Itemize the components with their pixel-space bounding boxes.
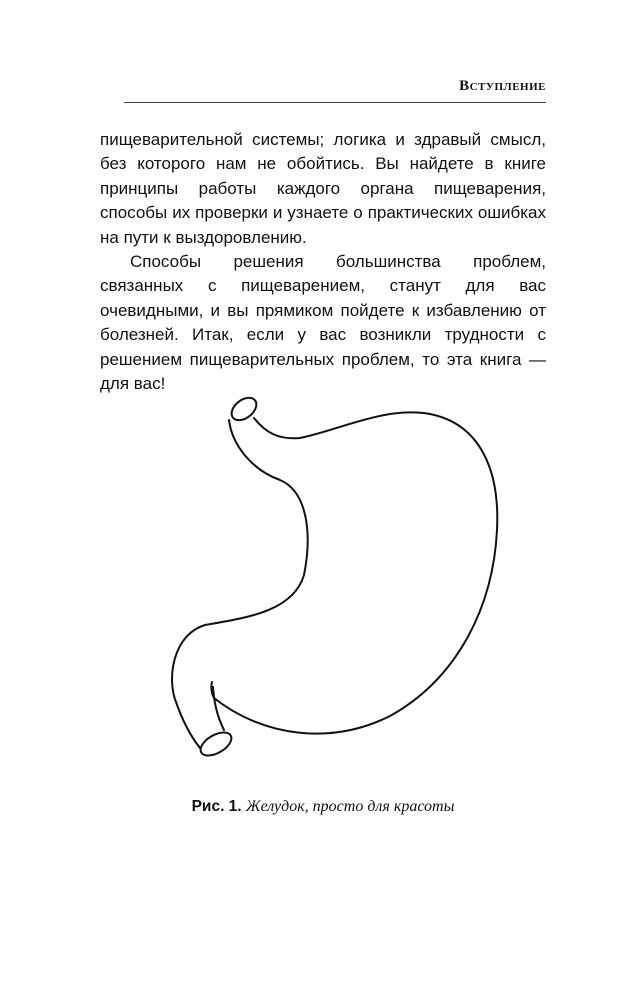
lesser-curvature	[172, 420, 308, 748]
paragraph-1: пищеварительной системы; логика и здравый смысл, без которого нам не обойтись. Вы найдете в книге принципы работы каждого органа пищеварения, способы их проверки и узнаете о практических ошибках на пути к выздоровлению.	[100, 130, 546, 247]
figure-label: Рис. 1.	[191, 798, 242, 815]
header-rule	[124, 102, 546, 103]
stomach-icon	[160, 382, 500, 782]
running-head-title: Вступление	[459, 78, 546, 94]
figure-caption-text: Желудок, просто для красоты	[245, 798, 455, 815]
body-text	[100, 128, 546, 396]
paragraph-2: Способы решения большинства проблем, связанных с пищеварением, станут для вас очевидными, и вы прямиком пойдете к избавлению от болезней. Итак, если у вас возникли трудности с решением пищеварительных проблем, то эта книга — для вас!	[100, 252, 546, 394]
duodenum-edge	[213, 687, 224, 730]
stomach-figure	[160, 382, 500, 782]
greater-curvature	[211, 412, 497, 733]
figure-caption	[100, 798, 546, 816]
pylorus-opening	[197, 728, 235, 761]
